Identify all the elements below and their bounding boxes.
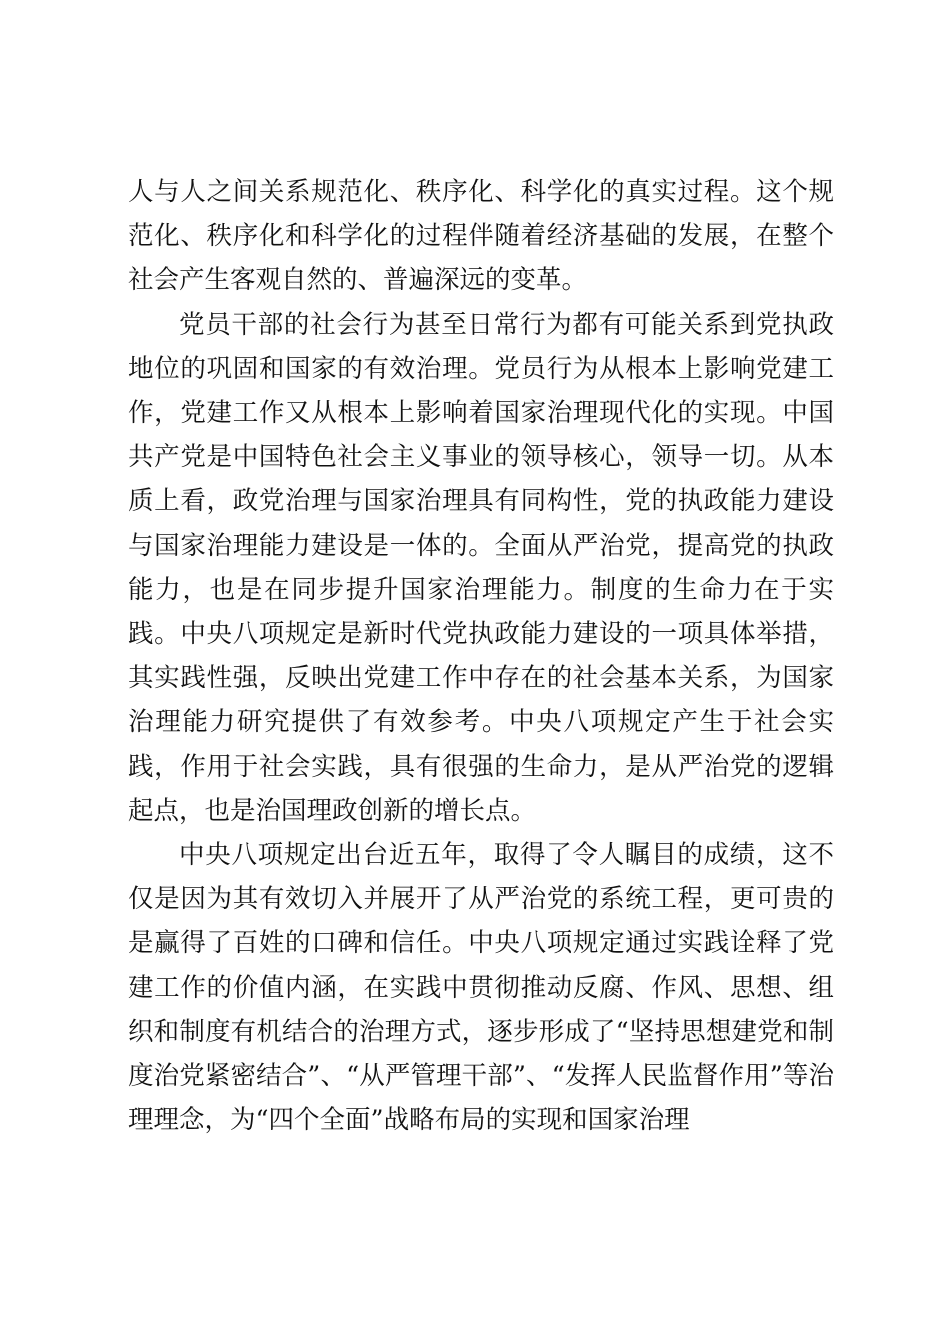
paragraph-eight-point-rules: 中央八项规定出台近五年，取得了令人瞩目的成绩，这不仅是因为其有效切入并展开了从严治党的系统工程，更可贵的是赢得了百姓的口碑和信任。中央八项规定通过实践诠释了党建工作的价值内涵，在实践中贯彻推动反腐、作风、思想、组织和制度有机结合的治理方式，逐步形成了“坚持思想建党和制度治党紧密结合”、“从严管理干部”、“发挥人民监督作用”等治理理念，为“四个全面”战略布局的实现和国家治理 — [128, 840, 834, 1136]
paragraph-continuation: 人与人之间关系规范化、秩序化、科学化的真实过程。这个规范化、秩序化和科学化的过程伴随着经济基础的发展，在整个社会产生客观自然的、普遍深远的变革。 — [128, 177, 834, 296]
paragraph-party-governance: 党员干部的社会行为甚至日常行为都有可能关系到党执政地位的巩固和国家的有效治理。党员行为从根本上影响党建工作，党建工作又从根本上影响着国家治理现代化的实现。中国共产党是中国特色社会主义事业的领导核心，领导一切。从本质上看，政党治理与国家治理具有同构性，党的执政能力建设与国家治理能力建设是一体的。全面从严治党，提高党的执政能力，也是在同步提升国家治理能力。制度的生命力在于实践。中央八项规定是新时代党执政能力建设的一项具体举措，其实践性强，反映出党建工作中存在的社会基本关系，为国家治理能力研究提供了有效参考。中央八项规定产生于社会实践，作用于社会实践，具有很强的生命力，是从严治党的逻辑起点，也是治国理政创新的增长点。 — [128, 309, 834, 826]
body-text — [128, 170, 834, 1142]
